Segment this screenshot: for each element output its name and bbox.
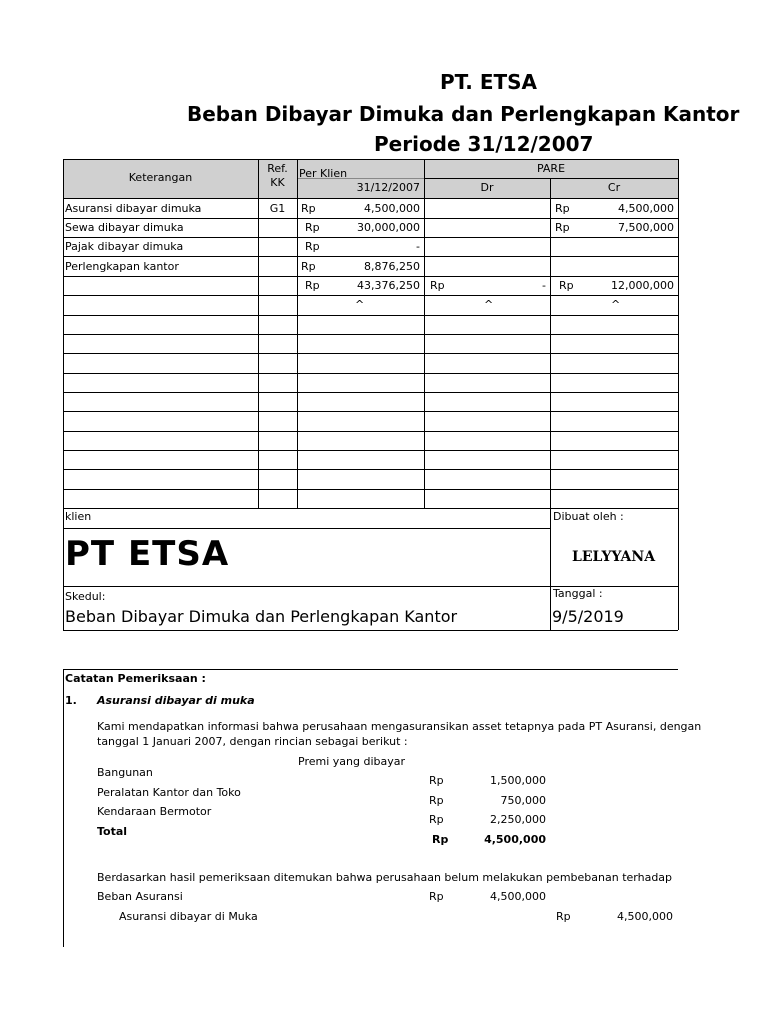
grid-line <box>63 411 678 412</box>
col-per-klien: Per Klien <box>299 167 348 180</box>
dibuat-label: Dibuat oleh : <box>553 510 624 523</box>
tick-mark: ^ <box>484 298 494 311</box>
grid-line <box>63 508 64 630</box>
premi-line-value: 1,500,000 <box>490 774 546 787</box>
table-cell-cr-total: 12,000,000 <box>611 279 674 292</box>
skedul-value: Beban Dibayar Dimuka dan Perlengkapan Kantor <box>65 607 458 626</box>
grid-line <box>63 469 678 470</box>
journal-debit-label: Beban Asuransi <box>97 890 183 903</box>
notes-left-border <box>63 669 64 947</box>
table-cell-klien: 8,876,250 <box>364 260 420 273</box>
notes-paragraph-1b: tanggal 1 Januari 2007, dengan rincian sebagai berikut : <box>97 735 408 748</box>
table-cell-klien: - <box>416 240 420 253</box>
table-cell-cr: 7,500,000 <box>618 221 674 234</box>
table-cell-cr: 4,500,000 <box>618 202 674 215</box>
grid-line <box>63 630 678 631</box>
col-cr: Cr <box>607 181 621 194</box>
grid-line <box>63 489 678 490</box>
premi-line-label: Bangunan <box>97 766 153 779</box>
report-title: Beban Dibayar Dimuka dan Perlengkapan Kantor <box>187 102 740 126</box>
col-dr: Dr <box>480 181 494 194</box>
grid-line <box>63 450 678 451</box>
grid-line <box>550 178 551 508</box>
premi-total-value: 4,500,000 <box>484 833 546 846</box>
grid-line <box>297 159 298 508</box>
table-cell-keterangan: Sewa dibayar dimuka <box>65 221 184 234</box>
company-title: PT. ETSA <box>440 70 538 94</box>
col-ref-1: Ref. <box>267 162 288 175</box>
notes-paragraph-2: Berdasarkan hasil pemeriksaan ditemukan bahwa perusahaan belum melakukan pembebanan terhadap <box>97 871 673 884</box>
grid-line <box>63 315 678 316</box>
table-cell-rp: Rp <box>305 240 320 253</box>
premi-line-rp: Rp <box>429 813 444 826</box>
notes-item-number: 1. <box>65 694 77 707</box>
tick-mark: ^ <box>355 298 365 311</box>
col-ref-2: KK <box>270 176 285 189</box>
dibuat-value: LELYYANA <box>572 549 656 565</box>
journal-credit-label: Asuransi dibayar di Muka <box>119 910 258 923</box>
table-cell-rp: Rp <box>430 279 445 292</box>
notes-heading: Catatan Pemeriksaan : <box>65 672 206 685</box>
table-cell-keterangan: Perlengkapan kantor <box>65 260 179 273</box>
skedul-label: Skedul: <box>65 590 106 603</box>
table-cell-klien: 30,000,000 <box>357 221 420 234</box>
table-cell-rp: Rp <box>301 260 316 273</box>
table-cell-rp: Rp <box>555 221 570 234</box>
tanggal-value: 9/5/2019 <box>552 607 624 626</box>
premi-line-label: Kendaraan Bermotor <box>97 805 212 818</box>
table-cell-rp: Rp <box>559 279 574 292</box>
journal-debit-value: 4,500,000 <box>490 890 546 903</box>
table-cell-ref: G1 <box>269 202 286 215</box>
grid-line <box>63 431 678 432</box>
journal-credit-rp: Rp <box>556 910 571 923</box>
grid-line <box>63 353 678 354</box>
premi-total-label: Total <box>97 825 128 838</box>
table-cell-klien: 4,500,000 <box>364 202 420 215</box>
grid-line <box>63 334 678 335</box>
journal-debit-rp: Rp <box>429 890 444 903</box>
grid-line <box>550 508 551 630</box>
grid-line <box>63 373 678 374</box>
klien-label: klien <box>65 510 92 523</box>
table-cell-rp: Rp <box>305 279 320 292</box>
notes-item-title: Asuransi dibayar di muka <box>97 694 255 707</box>
col-pare: PARE <box>536 162 566 175</box>
grid-line <box>678 508 679 630</box>
tanggal-label: Tanggal : <box>553 587 603 600</box>
table-cell-keterangan: Asuransi dibayar dimuka <box>65 202 202 215</box>
table-cell-rp: Rp <box>305 221 320 234</box>
journal-credit-value: 4,500,000 <box>617 910 673 923</box>
table-cell-keterangan: Pajak dibayar dimuka <box>65 240 184 253</box>
grid-line <box>63 392 678 393</box>
grid-line <box>63 528 550 529</box>
premi-line-label: Peralatan Kantor dan Toko <box>97 786 241 799</box>
table-cell-rp: Rp <box>301 202 316 215</box>
premi-line-rp: Rp <box>429 794 444 807</box>
table-cell-rp: Rp <box>555 202 570 215</box>
report-period: Periode 31/12/2007 <box>374 132 594 156</box>
col-date: 31/12/2007 <box>356 181 420 194</box>
premi-total-rp: Rp <box>432 833 449 846</box>
col-keterangan: Keterangan <box>128 171 193 184</box>
grid-line <box>424 159 425 508</box>
grid-line <box>63 295 678 296</box>
table-cell-dr-total: - <box>542 279 546 292</box>
notes-divider <box>63 669 678 670</box>
premi-line-value: 2,250,000 <box>490 813 546 826</box>
table-cell-klien-total: 43,376,250 <box>357 279 420 292</box>
premi-line-value: 750,000 <box>500 794 546 807</box>
notes-paragraph-1: Kami mendapatkan informasi bahwa perusahaan mengasuransikan asset tetapnya pada PT Asuransi, dengan <box>97 720 702 733</box>
premi-line-rp: Rp <box>429 774 444 787</box>
premi-label: Premi yang dibayar <box>298 755 405 768</box>
tick-mark: ^ <box>611 298 621 311</box>
klien-name: PT ETSA <box>65 534 230 574</box>
